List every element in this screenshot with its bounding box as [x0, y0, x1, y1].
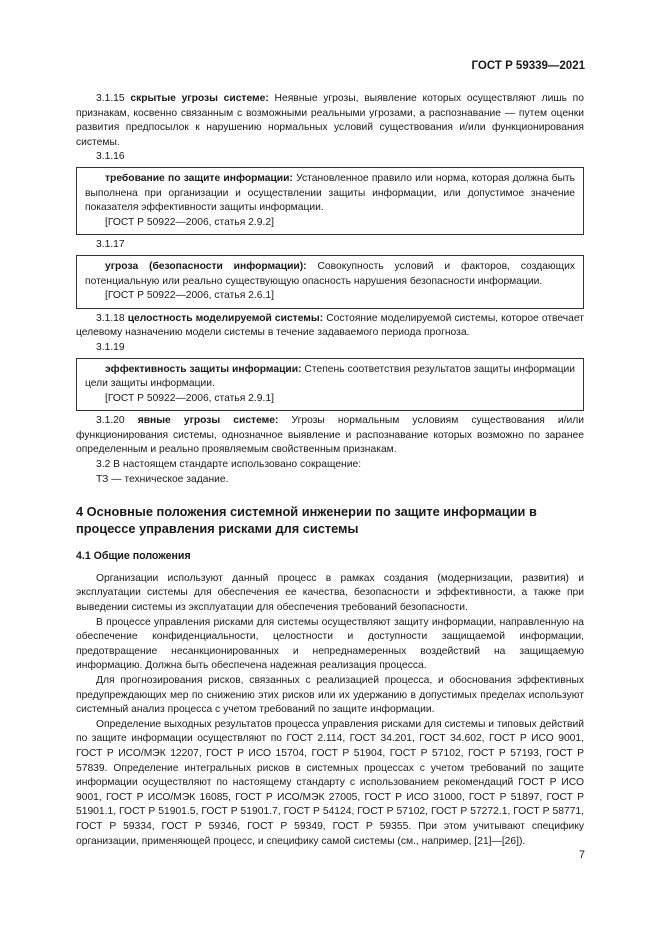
- subsection-heading: 4.1 Общие положения: [76, 550, 191, 563]
- definition-text: Установленное правило или норма, которая должна быть выполнена при организации и осуществлении защиты информации, или допустимое значение показателя эффективности защиты информации.: [85, 172, 575, 214]
- abbreviations-intro: 3.2 В настоящем стандарте использовано сокращение:: [96, 459, 362, 471]
- definition-3-1-19: [85, 363, 575, 392]
- clause-number-3-1-19: 3.1.19: [96, 341, 125, 353]
- quoted-definition-box: [76, 167, 584, 235]
- definition-3-1-17: [85, 260, 575, 289]
- body-paragraph: Определение выходных результатов процесса управления рисками для системы и типовых действий по защите информации осуществляют по ГОСТ 2.114, ГОСТ 34.201, ГОСТ 34.602, ГОСТ Р ИСО 9001, ГОСТ Р ИСО/МЭК 12207, ГОСТ Р ИСО 15704, ГОСТ Р 51904, ГОСТ Р 57102, ГОСТ Р 57193, ГОСТ Р 57839. Определение интегральных рисков в системных процессах с учетом требований по защите информации осуществляют по настоящему стандарту с использованием рекомендаций ГОСТ Р ИСО 9001, ГОСТ Р ИСО/МЭК 16085, ГОСТ Р ИСО/МЭК 27005, ГОСТ Р ИСО 31000, ГОСТ Р 51897, ГОСТ Р 51901.1, ГОСТ Р 51901.5, ГОСТ Р 51901.7, ГОСТ Р 54124, ГОСТ Р 57102, ГОСТ Р 57272.1, ГОСТ Р 58771, ГОСТ Р 59334, ГОСТ Р 59346, ГОСТ Р 59349, ГОСТ Р 59355. При этом учитывают специфику организации, применяющей процесс, и специфику самой системы (см., например, [21]—[26]).: [76, 718, 584, 847]
- term-name: целостность моделируемой системы:: [127, 312, 324, 324]
- body-paragraph: Организации используют данный процесс в рамках создания (модернизации, развития) и эксплуатации системы для обеспечения ее качества, безопасности и эффективности, а также при выведении системы из эксплуатации для обеспечения требований безопасности.: [76, 572, 584, 614]
- body-paragraph: Для прогнозирования рисков, связанных с реализацией процесса, и обоснования эффективных предупреждающих мер по снижению этих рисков или их удержанию в допустимых пределах используют системный анализ процесса с учетом требований по защите информации.: [76, 675, 584, 716]
- clause-number-3-1-17: 3.1.17: [96, 239, 125, 251]
- page-number: 7: [578, 849, 585, 861]
- definition-source: [ГОСТ Р 50922—2006, статья 2.9.2]: [105, 216, 274, 228]
- clause-number-3-1-16: 3.1.16: [96, 151, 125, 163]
- definition-3-1-15: [76, 92, 584, 150]
- term-name: явные угрозы системе:: [137, 415, 279, 427]
- term-name: угроза (безопасности информации):: [105, 260, 307, 272]
- abbreviation-entry: ТЗ — техническое задание.: [96, 473, 229, 485]
- body-paragraph: В процессе управления рисками для системы осуществляют защиту информации, направленную на обеспечение конфиденциальности, целостности и доступности защищаемой информации, предотвращение несанкционированных и непреднамеренных воздействий на защищаемую информацию. Должна быть обеспечена надежная реализация процесса.: [76, 616, 584, 672]
- definition-text: Неявные угрозы, выявление которых осуществляют лишь по признакам, косвенно связанным с возможными реальными угрозами, а распознавание — путем оценки развития предпосылок к нарушению нормальных условий существования и/или функционирования системы.: [76, 93, 584, 148]
- term-name: скрытые угрозы системе:: [130, 93, 269, 104]
- clause-number: 3.1.20: [96, 415, 125, 427]
- clause-number: 3.1.18: [96, 312, 125, 324]
- definition-3-1-20: [76, 414, 584, 458]
- definition-text: Совокупность условий и факторов, создающих потенциальную или реально существующую опасность нарушения безопасности информации.: [85, 260, 575, 287]
- definition-text: Степень соответствия результатов защиты информации цели защиты информации.: [85, 363, 575, 390]
- definition-source: [ГОСТ Р 50922—2006, статья 2.9.1]: [105, 392, 274, 404]
- page-content: [76, 92, 584, 849]
- document-header-code: ГОСТ Р 59339—2021: [471, 60, 585, 72]
- definition-text: Состояние моделируемой системы, которое отвечает целевому назначению модели системы в течение задаваемого периода прогноза.: [76, 312, 584, 339]
- definition-text: Угрозы нормальным условиям существования и/или функционирования системы, однозначное выявление и распознавание которых возможно по заранее определенным и реально проявляемым свойственным признакам.: [76, 415, 584, 456]
- definition-3-1-18: [76, 312, 584, 341]
- definition-source: [ГОСТ Р 50922—2006, статья 2.6.1]: [105, 290, 274, 302]
- clause-number: 3.1.15: [96, 93, 125, 104]
- quoted-definition-box: [76, 358, 584, 412]
- quoted-definition-box: [76, 255, 584, 309]
- definition-3-1-16: [85, 172, 575, 216]
- term-name: эффективность защиты информации:: [105, 363, 302, 375]
- section-heading: 4 Основные положения системной инженерии по защите информации в процессе управления рисками для системы: [76, 504, 537, 537]
- term-name: требование по защите информации:: [105, 172, 293, 184]
